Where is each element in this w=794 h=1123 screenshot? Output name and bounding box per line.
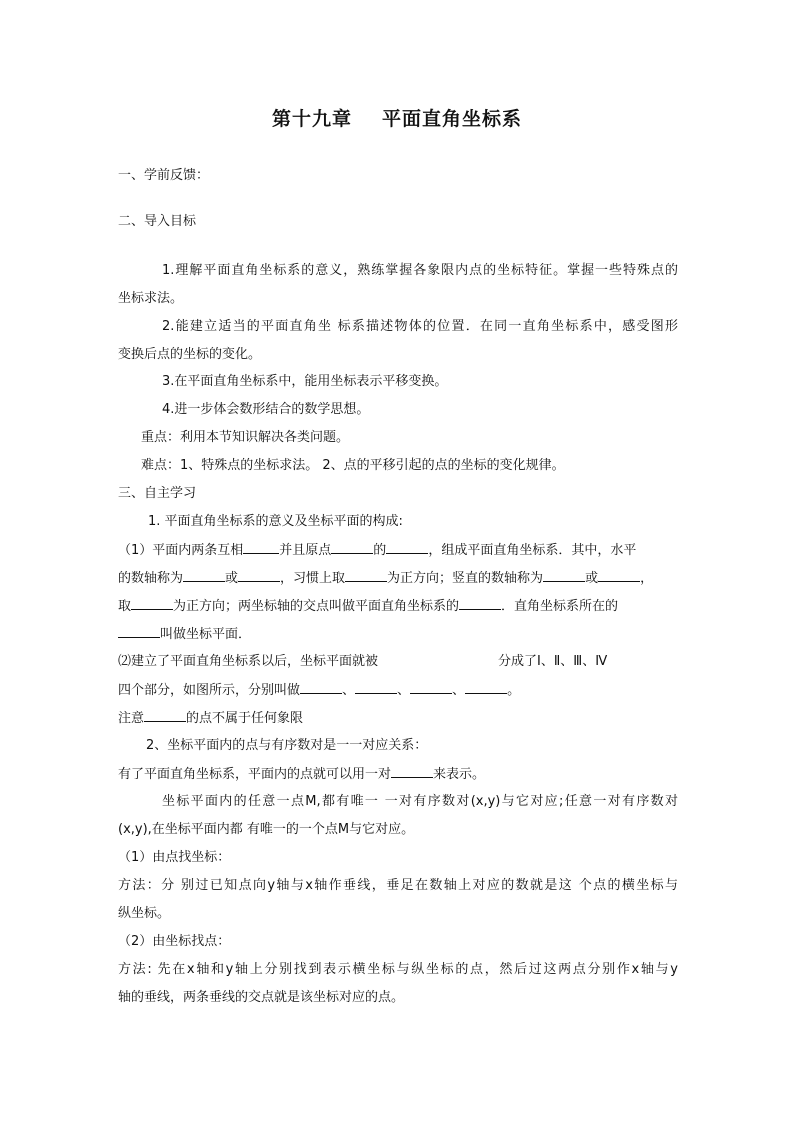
body-text: 方法：分 别过已知点向y轴与x轴作垂线，垂足在数轴上对应的数就是这 个点的横坐标与 — [118, 878, 678, 893]
goal-text: 变换后点的坐标的变化。 — [118, 347, 262, 362]
sub-heading: （2）由坐标找点： — [118, 934, 231, 949]
goal-text: 坐标求法。 — [118, 291, 184, 306]
answer-blank[interactable] — [355, 680, 397, 694]
fill-blank-line: ⑵建立了平面直角坐标系以后，坐标平面就被 分成了Ⅰ、Ⅱ、Ⅲ、Ⅳ — [118, 654, 608, 669]
answer-blank[interactable] — [410, 680, 452, 694]
difficult-point: 难点：1、特殊点的坐标求法。 2、点的平移引起的点的坐标的变化规律。 — [141, 458, 565, 473]
answer-blank[interactable] — [543, 568, 585, 582]
body-text: 方法: 先在x轴和y轴上分别找到表示横坐标与纵坐标的点，然后过这两点分别作x轴与y — [118, 962, 678, 977]
answer-blank[interactable] — [131, 596, 173, 610]
answer-blank[interactable] — [183, 568, 225, 582]
answer-blank[interactable] — [144, 708, 186, 722]
answer-blank[interactable] — [598, 568, 640, 582]
answer-blank[interactable] — [331, 540, 373, 554]
answer-blank[interactable] — [238, 568, 280, 582]
goal-text: 2.能建立适当的平面直角坐 标系描述物体的位置．在同一直角坐标系中，感受图形 — [162, 319, 678, 334]
goal-text: 1.理解平面直角坐标系的意义，熟练掌握各象限内点的坐标特征。掌握一些特殊点的 — [162, 263, 678, 278]
fill-blank-line: 有了平面直角坐标系，平面内的点就可以用一对 来表示。 — [118, 764, 678, 785]
body-text: (x,y),在坐标平面内都 有唯一的一个点M与它对应。 — [118, 822, 415, 837]
section-heading: 一、学前反馈： — [118, 168, 210, 183]
sub-heading: （1）由点找坐标： — [118, 850, 231, 865]
goal-text: 3.在平面直角坐标系中，能用坐标表示平移变换。 — [162, 374, 448, 389]
body-text: 坐标平面内的任意一点M,都有唯一 一对有序数对(x,y)与它对应;任意一对有序数对 — [162, 794, 678, 809]
page-title — [0, 104, 794, 131]
fill-blank-line: （1）平面内两条互相 并且原点 的 ，组成平面直角坐标系．其中，水平 — [118, 540, 678, 561]
chapter-number: 第十九章 — [271, 108, 352, 130]
fill-blank-line: 四个部分，如图所示，分别叫做 、 、 、 。 — [118, 680, 678, 701]
answer-blank[interactable] — [300, 680, 342, 694]
answer-blank[interactable] — [465, 680, 507, 694]
answer-blank[interactable] — [459, 596, 501, 610]
fill-blank-line: 取 为正方向；两坐标轴的交点叫做平面直角坐标系的 ．直角坐标系所在的 — [118, 596, 678, 617]
section-heading: 二、导入目标 — [118, 214, 197, 229]
section-heading: 三、自主学习 — [118, 486, 197, 501]
answer-blank[interactable] — [386, 540, 428, 554]
study-heading: 1. 平面直角坐标系的意义及坐标平面的构成: — [148, 514, 403, 529]
answer-blank[interactable] — [118, 624, 160, 638]
key-point: 重点：利用本节知识解决各类问题。 — [141, 430, 350, 445]
chapter-name: 平面直角坐标系 — [382, 108, 523, 130]
fill-blank-line: 叫做坐标平面． — [118, 624, 678, 645]
answer-blank[interactable] — [391, 764, 433, 778]
body-text: 纵坐标。 — [118, 906, 171, 921]
fill-blank-line: 注意 的点不属于任何象限 — [118, 708, 678, 729]
body-text: 轴的垂线，两条垂线的交点就是该坐标对应的点。 — [118, 990, 405, 1005]
answer-blank[interactable] — [345, 568, 387, 582]
study-heading: 2、坐标平面内的点与有序数对是一一对应关系： — [146, 738, 428, 753]
fill-blank-line: 的数轴称为 或 ，习惯上取 为正方向；竖直的数轴称为 或 ， — [118, 568, 678, 589]
goal-text: 4.进一步体会数形结合的数学思想。 — [162, 402, 370, 417]
answer-blank[interactable] — [243, 540, 279, 554]
